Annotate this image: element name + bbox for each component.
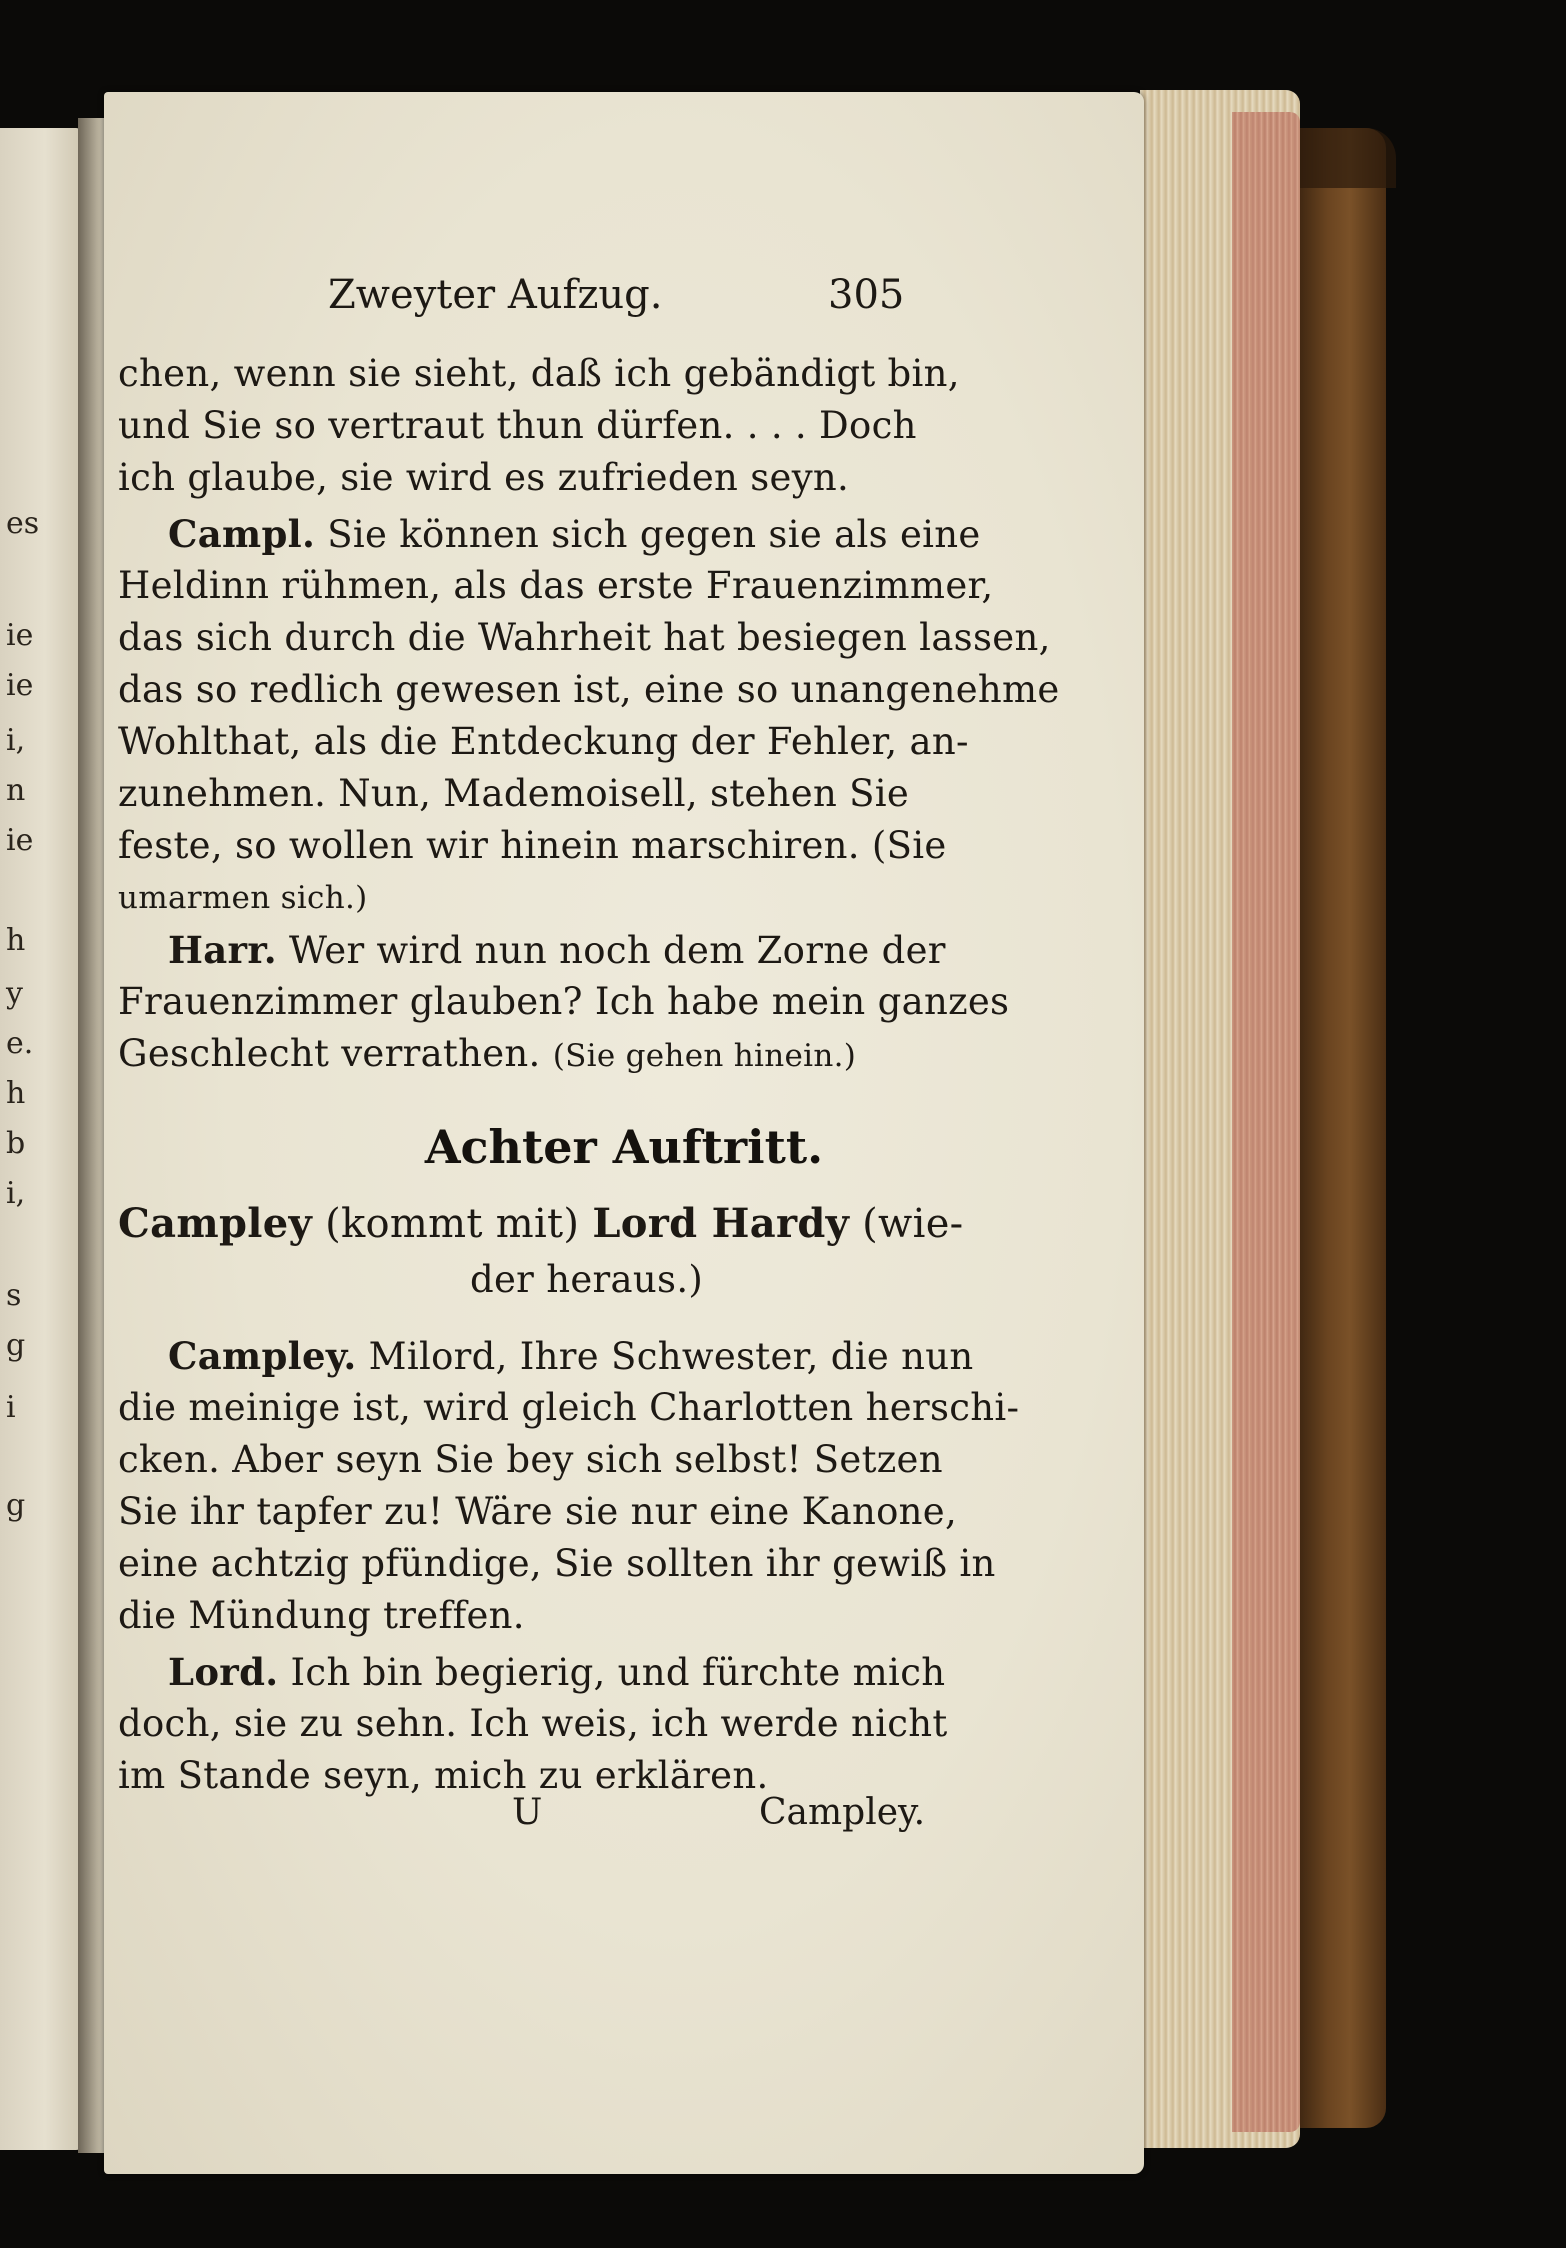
running-head-title: Zweyter Aufzug.: [328, 272, 663, 318]
speech-text: Milord, Ihre Schwester, die nun: [368, 1335, 974, 1378]
text-line: Frauenzimmer glauben? Ich habe mein ganzes: [118, 980, 1010, 1023]
text-line: feste, so wollen wir hinein marschiren. (Sie: [118, 824, 947, 867]
text-line: Heldinn rühmen, als das erste Frauenzimmer,: [118, 564, 994, 607]
page-number: 305: [828, 272, 905, 318]
page-text: [104, 92, 1144, 2174]
left-page-fragment: i: [6, 1390, 16, 1425]
left-page-fragment: b: [6, 1126, 26, 1161]
red-page-edges: [1232, 112, 1300, 2132]
left-page-fragment: ie: [6, 668, 34, 703]
left-page-fragment: g: [6, 1488, 26, 1523]
text-line: chen, wenn sie sieht, daß ich gebändigt bin,: [118, 352, 960, 395]
left-page-fragment: s: [6, 1278, 22, 1313]
left-page-fragment: g: [6, 1328, 26, 1363]
cover-corner: [1300, 128, 1396, 188]
stage-direction: umarmen sich.): [118, 880, 368, 916]
text-line: die meinige ist, wird gleich Charlotten herschi-: [118, 1386, 1020, 1429]
speaker-name: Lord.: [168, 1650, 279, 1694]
scene-direction-text: (kommt mit): [325, 1201, 580, 1247]
left-page-fragment: h: [6, 923, 26, 958]
character-name: Lord Hardy: [592, 1200, 850, 1247]
left-page-fragment: n: [6, 773, 26, 808]
text-line: die Mündung treffen.: [118, 1594, 525, 1637]
scene-heading: Achter Auftritt.: [424, 1120, 824, 1174]
left-page-fragment: y: [6, 976, 23, 1011]
stage-direction: (Sie gehen hinein.): [552, 1038, 857, 1074]
text-line: Wohlthat, als die Entdeckung der Fehler, an-: [118, 720, 969, 763]
left-page-fragment: ie: [6, 823, 34, 858]
catchword: Campley.: [759, 1792, 926, 1833]
speech-line: [168, 926, 946, 975]
signature-mark: U: [512, 1792, 543, 1833]
text-line: das sich durch die Wahrheit hat besiegen lassen,: [118, 616, 1051, 659]
text-line: doch, sie zu sehn. Ich weis, ich werde nicht: [118, 1702, 948, 1745]
scene-direction-text: (wie-: [862, 1201, 964, 1247]
speech-line: [168, 1332, 973, 1381]
speech-text: Geschlecht verrathen.: [118, 1032, 541, 1075]
text-line: das so redlich gewesen ist, eine so unangenehme: [118, 668, 1060, 711]
left-page-fragment: e.: [6, 1026, 34, 1061]
right-page: [104, 92, 1144, 2174]
text-line: eine achtzig pfündige, Sie sollten ihr gewiß in: [118, 1542, 996, 1585]
left-page-fragment: i,: [6, 1176, 26, 1211]
left-page-fragment: ie: [6, 618, 34, 653]
left-page-fragment: es: [6, 506, 40, 541]
left-page-fragment: i,: [6, 723, 26, 758]
speech-text: Sie können sich gegen sie als eine: [327, 513, 981, 556]
speech-line: [168, 1648, 945, 1697]
text-line: im Stande seyn, mich zu erklären.: [118, 1754, 769, 1797]
text-line: cken. Aber seyn Sie bey sich selbst! Setzen: [118, 1438, 943, 1481]
speech-text: Wer wird nun noch dem Zorne der: [288, 929, 946, 972]
speaker-name: Campl.: [168, 512, 316, 556]
left-facing-page: [0, 128, 82, 2150]
scene-direction: [118, 1200, 963, 1248]
scene-direction-line: der heraus.): [470, 1258, 704, 1301]
text-line: ich glaube, sie wird es zufrieden seyn.: [118, 456, 850, 499]
text-line: zunehmen. Nun, Mademoisell, stehen Sie: [118, 772, 910, 815]
text-line: und Sie so vertraut thun dürfen. . . . Doch: [118, 404, 917, 447]
speech-text: Ich bin begierig, und fürchte mich: [290, 1651, 946, 1694]
speech-line: [118, 1030, 856, 1080]
speaker-name: Campley.: [168, 1334, 357, 1378]
speaker-name: Harr.: [168, 928, 277, 972]
character-name: Campley: [118, 1200, 313, 1247]
text-line: Sie ihr tapfer zu! Wäre sie nur eine Kanone,: [118, 1490, 958, 1533]
left-page-fragment: h: [6, 1076, 26, 1111]
leather-cover: [1296, 128, 1386, 2128]
speech-line: [168, 510, 981, 559]
